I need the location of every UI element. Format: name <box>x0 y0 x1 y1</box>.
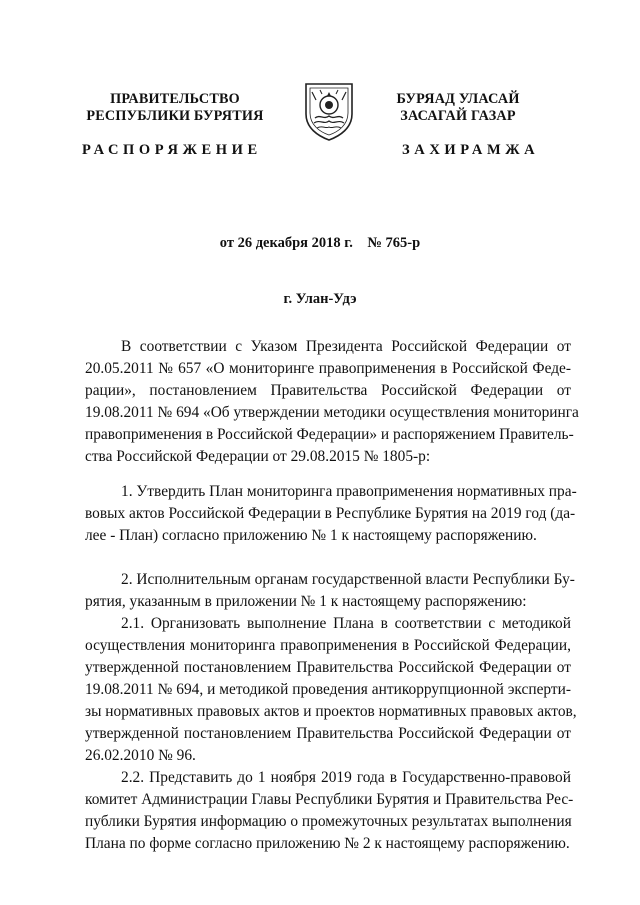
item-1-paragraph <box>85 481 577 547</box>
text-line: правоприменения в Российской Федерации» и распоряжением Правитель- <box>85 426 574 443</box>
text-line: Плана по форме согласно приложению № 2 к настоящему распоряжению. <box>85 835 570 852</box>
government-name-russian <box>80 91 270 125</box>
government-name-line: БУРЯАД УЛАСАЙ <box>396 91 520 107</box>
text-line: 19.08.2011 № 694, и методикой проведения антикоррупционной эксперти- <box>85 681 571 698</box>
text-line: осуществления мониторинга правоприменения в Российской Федерации, <box>85 637 571 654</box>
decree-city: г. Улан-Удэ <box>283 291 357 307</box>
text-line: комитет Администрации Главы Республики Бурятия и Правительства Рес- <box>85 791 574 808</box>
text-line: 2.1. Организовать выполнение Плана в соответствии с методикой <box>121 615 571 632</box>
text-line: 2. Исполнительным органам государственной власти Республики Бу- <box>121 571 575 588</box>
text-line: лее - План) согласно приложению № 1 к настоящему распоряжению. <box>85 527 537 544</box>
government-name-line: ПРАВИТЕЛЬСТВО <box>110 91 240 107</box>
text-line: утвержденной постановлением Правительства Российской Федерации от <box>85 659 571 676</box>
text-line: вовых актов Российской Федерации в Республике Бурятия на 2019 год (да- <box>85 505 576 522</box>
text-line: 1. Утвердить План мониторинга правоприменения нормативных пра- <box>121 483 577 500</box>
government-name-line: ЗАСАГАЙ ГАЗАР <box>400 108 516 124</box>
government-name-buryat <box>373 91 543 125</box>
text-line: В соответствии с Указом Президента Российской Федерации от <box>121 338 571 355</box>
text-line: 2.2. Представить до 1 ноября 2019 года в Государственно-правовой <box>121 769 571 786</box>
text-line: зы нормативных правовых актов и проектов нормативных правовых актов, <box>85 703 577 720</box>
coat-of-arms-icon <box>302 78 356 142</box>
document-type-russian: РАСПОРЯЖЕНИЕ <box>82 142 262 158</box>
text-line: 19.08.2011 № 694 «Об утверждении методики осуществления мониторинга <box>85 404 579 421</box>
preamble-paragraph <box>85 336 579 468</box>
government-name-line: РЕСПУБЛИКИ БУРЯТИЯ <box>86 108 264 124</box>
text-line: 20.05.2011 № 657 «О мониторинге правоприменения в Российской Феде- <box>85 360 571 377</box>
decree-date-number: от 26 декабря 2018 г. № 765-р <box>219 235 421 251</box>
text-line: ства Российской Федерации от 29.08.2015 № 1805-р: <box>85 448 431 465</box>
document-type-buryat: ЗАХИРАМЖА <box>402 142 540 158</box>
text-line: утвержденной постановлением Правительства Российской Федерации от <box>85 725 571 742</box>
item-2-section <box>85 569 577 855</box>
text-line: рятия, указанным в приложении № 1 к настоящему распоряжению: <box>85 593 527 610</box>
text-line: рации», постановлением Правительства Российской Федерации от <box>85 382 571 399</box>
text-line: 26.02.2010 № 96. <box>85 747 196 764</box>
text-line: публики Бурятия информацию о промежуточных результатах выполнения <box>85 813 572 830</box>
